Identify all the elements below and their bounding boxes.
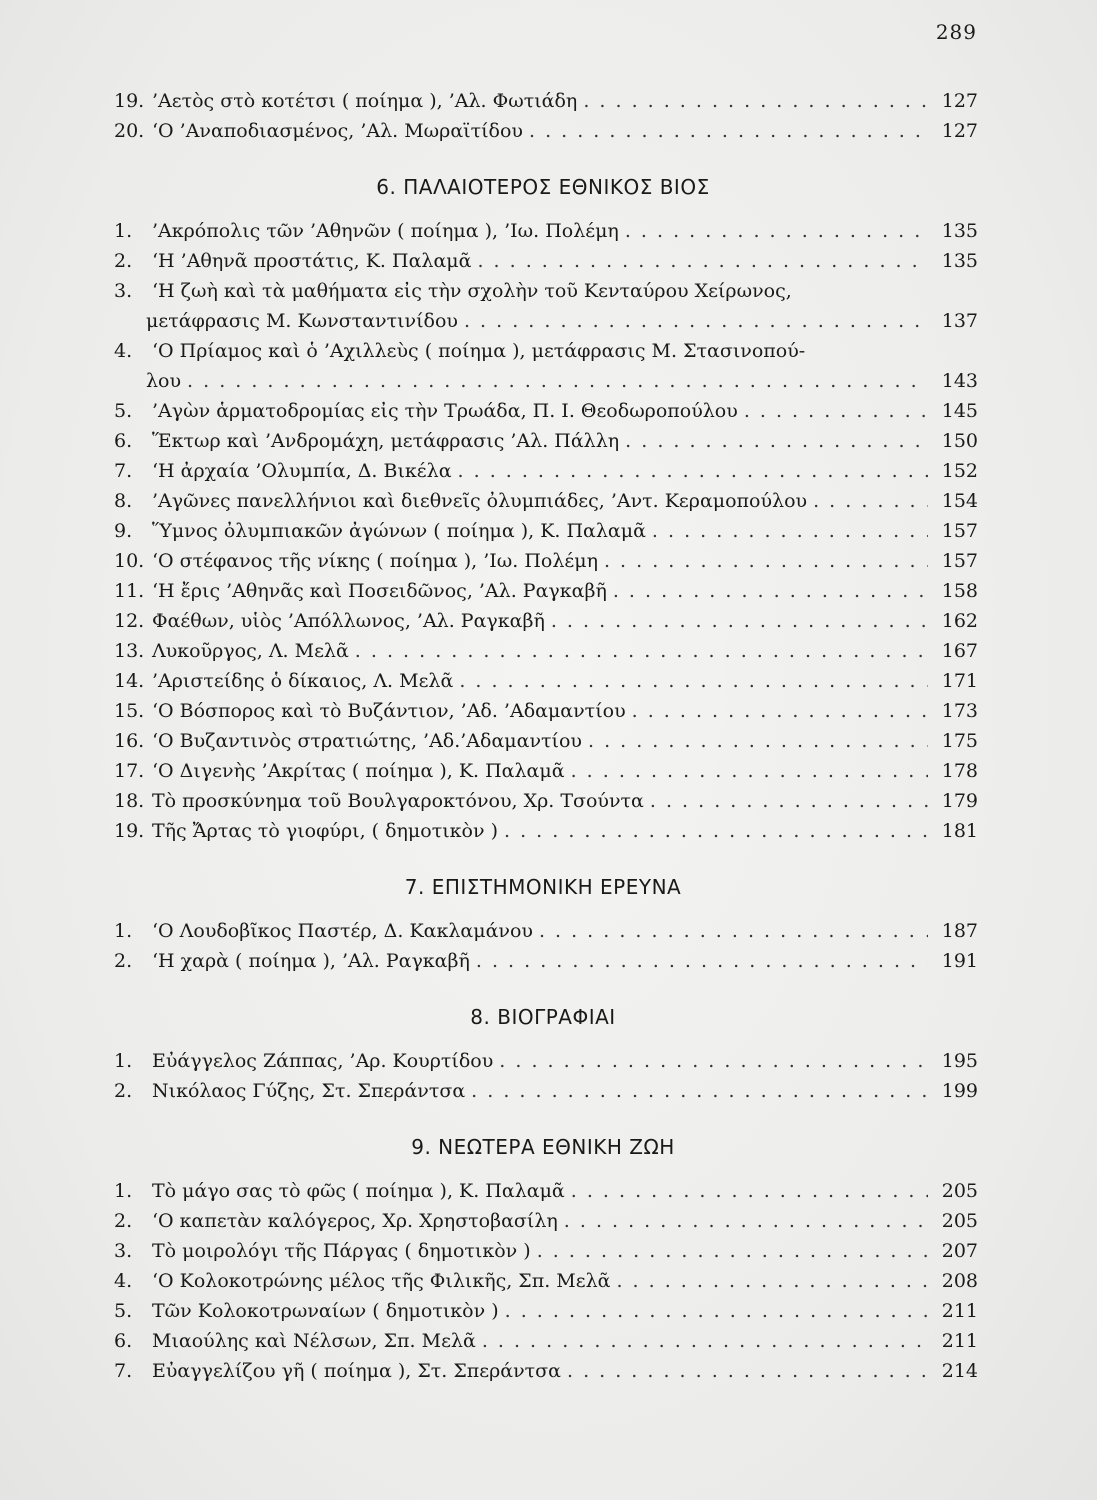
leader-dots bbox=[571, 756, 928, 786]
leader-dots bbox=[458, 456, 928, 486]
leader-dots bbox=[564, 1206, 928, 1236]
leader-dots bbox=[604, 546, 928, 576]
entry-number: 17. bbox=[114, 760, 145, 782]
entry-title: ‘Ο Βόσπορος καὶ τὸ Βυζάντιον, ’Αδ. ’Αδαμαντίου bbox=[152, 700, 626, 722]
table-of-contents bbox=[108, 86, 978, 1386]
leader-dots bbox=[583, 86, 928, 116]
entry-page: 195 bbox=[941, 1050, 978, 1072]
section-heading: 7. ΕΠΙΣΤΗΜΟΝΙΚΗ ΕΡΕΥΝΑ bbox=[404, 875, 682, 899]
entry-title: Τὸ μάγο σας τὸ φῶς ( ποίημα ), Κ. Παλαμᾶ bbox=[152, 1180, 565, 1202]
entry-title: ‘Η χαρὰ ( ποίημα ), ’Αλ. Ραγκαβῆ bbox=[152, 950, 470, 972]
entry-title: Τὸ μοιρολόγι τῆς Πάργας ( δημοτικὸν ) bbox=[152, 1240, 531, 1262]
page-number: 289 bbox=[935, 20, 977, 44]
entry-title: Εὐάγγελος Ζάππας, ’Αρ. Κουρτίδου bbox=[152, 1050, 494, 1072]
entry-number: 7. bbox=[114, 1360, 133, 1382]
entry-title-continued: λου bbox=[146, 370, 182, 392]
entry-number: 1. bbox=[114, 1180, 133, 1202]
entry-number: 4. bbox=[114, 1270, 133, 1292]
entry-page: 181 bbox=[941, 820, 978, 842]
entry-title: ‘Ο Κολοκοτρώνης μέλος τῆς Φιλικῆς, Σπ. Μελᾶ bbox=[152, 1270, 611, 1292]
leader-dots bbox=[632, 696, 928, 726]
entry-title: Ὕμνος ὀλυμπιακῶν ἀγώνων ( ποίημα ), Κ. Παλαμᾶ bbox=[152, 520, 646, 542]
leader-dots bbox=[539, 916, 928, 946]
entry-number: 1. bbox=[114, 220, 133, 242]
leader-dots bbox=[567, 1356, 928, 1386]
entry-number: 2. bbox=[114, 1210, 133, 1232]
entry-title: Εὐαγγελίζου γῆ ( ποίημα ), Στ. Σπεράντσα bbox=[152, 1360, 561, 1382]
entry-number: 6. bbox=[114, 1330, 133, 1352]
toc-entry bbox=[108, 946, 978, 976]
entry-number: 19. bbox=[114, 90, 145, 112]
entry-number: 2. bbox=[114, 950, 133, 972]
entry-title: ‘Ο στέφανος τῆς νίκης ( ποίημα ), ’Ιω. Πολέμη bbox=[152, 550, 598, 572]
entry-number: 6. bbox=[114, 430, 133, 452]
entry-number: 15. bbox=[114, 700, 145, 722]
toc-entry bbox=[108, 1236, 978, 1266]
entry-number: 19. bbox=[114, 820, 145, 842]
leader-dots bbox=[476, 946, 928, 976]
entry-number: 5. bbox=[114, 1300, 133, 1322]
entry-page: 127 bbox=[941, 90, 978, 112]
leader-dots bbox=[464, 306, 928, 336]
entry-page: 214 bbox=[941, 1360, 978, 1382]
toc-entry bbox=[108, 336, 978, 396]
leader-dots bbox=[355, 636, 928, 666]
entry-number: 18. bbox=[114, 790, 145, 812]
toc-entry bbox=[108, 426, 978, 456]
leader-dots bbox=[505, 1296, 928, 1326]
entry-page: 154 bbox=[941, 490, 978, 512]
toc-entry bbox=[108, 516, 978, 546]
entry-page: 135 bbox=[941, 250, 978, 272]
entry-page: 152 bbox=[941, 460, 978, 482]
leader-dots bbox=[625, 216, 928, 246]
leader-dots bbox=[499, 1046, 928, 1076]
leader-dots bbox=[571, 1176, 928, 1206]
entry-title: ’Αγὼν ἁρματοδρομίας εἰς τὴν Τρωάδα, Π. Ι. Θεοδωροπούλου bbox=[152, 400, 738, 422]
leader-dots bbox=[650, 786, 928, 816]
leader-dots bbox=[482, 1326, 928, 1356]
entry-number: 1. bbox=[114, 1050, 133, 1072]
leader-dots bbox=[551, 606, 928, 636]
leader-dots bbox=[625, 426, 928, 456]
leader-dots bbox=[187, 366, 928, 396]
toc-entry bbox=[108, 696, 978, 726]
entry-title: ‘Η ’Αθηνᾶ προστάτις, Κ. Παλαμᾶ bbox=[152, 250, 472, 272]
entry-title: ‘Ο Διγενὴς ’Ακρίτας ( ποίημα ), Κ. Παλαμᾶ bbox=[152, 760, 565, 782]
entry-number: 13. bbox=[114, 640, 145, 662]
entry-number: 3. bbox=[114, 1240, 133, 1262]
toc-entry bbox=[108, 1356, 978, 1386]
entry-page: 173 bbox=[941, 700, 978, 722]
entry-page: 157 bbox=[941, 550, 978, 572]
entry-page: 208 bbox=[941, 1270, 978, 1292]
entry-number: 2. bbox=[114, 250, 133, 272]
toc-entry bbox=[108, 726, 978, 756]
entry-number: 9. bbox=[114, 520, 133, 542]
entry-title: Λυκοῦργος, Λ. Μελᾶ bbox=[152, 640, 349, 662]
toc-entry bbox=[108, 1176, 978, 1206]
toc-entry bbox=[108, 1296, 978, 1326]
entry-page: 205 bbox=[941, 1180, 978, 1202]
toc-entry bbox=[108, 1266, 978, 1296]
entry-page: 137 bbox=[941, 310, 978, 332]
leader-dots bbox=[529, 116, 928, 146]
entry-number: 7. bbox=[114, 460, 133, 482]
toc-entry bbox=[108, 216, 978, 246]
toc-entry bbox=[108, 1326, 978, 1356]
leader-dots bbox=[477, 246, 928, 276]
entry-title: ‘Η ζωὴ καὶ τὰ μαθήματα εἰς τὴν σχολὴν τοῦ Κενταύρου Χείρωνος, bbox=[152, 280, 792, 302]
toc-entry bbox=[108, 1076, 978, 1106]
entry-number: 16. bbox=[114, 730, 145, 752]
entry-number: 8. bbox=[114, 490, 133, 512]
entry-number: 14. bbox=[114, 670, 145, 692]
entry-number: 2. bbox=[114, 1080, 133, 1102]
entry-page: 158 bbox=[941, 580, 978, 602]
toc-entry bbox=[108, 546, 978, 576]
entry-title: Νικόλαος Γύζης, Στ. Σπεράντσα bbox=[152, 1080, 466, 1102]
entry-page: 211 bbox=[941, 1330, 978, 1352]
section-heading: 9. ΝΕΩΤΕΡΑ ΕΘΝΙΚΗ ΖΩΗ bbox=[411, 1135, 675, 1159]
entry-title: Ἕκτωρ καὶ ’Ανδρομάχη, μετάφρασις ’Αλ. Πάλλη bbox=[152, 430, 620, 452]
toc-entry bbox=[108, 1206, 978, 1236]
entry-number: 3. bbox=[114, 280, 133, 302]
toc-entry bbox=[108, 756, 978, 786]
entry-page: 178 bbox=[941, 760, 978, 782]
entry-page: 171 bbox=[941, 670, 978, 692]
entry-title: ’Ακρόπολις τῶν ’Αθηνῶν ( ποίημα ), ’Ιω. Πολέμη bbox=[152, 220, 619, 242]
entry-title: ‘Ο καπετὰν καλόγερος, Χρ. Χρηστοβασίλη bbox=[152, 1210, 558, 1232]
entry-page: 135 bbox=[941, 220, 978, 242]
toc-entry bbox=[108, 456, 978, 486]
entry-title-continued: μετάφρασις Μ. Κωνσταντινίδου bbox=[146, 310, 458, 332]
entry-page: 145 bbox=[941, 400, 978, 422]
entry-number: 10. bbox=[114, 550, 145, 572]
entry-number: 1. bbox=[114, 920, 133, 942]
entry-title: ‘Ο Πρίαμος καὶ ὁ ’Αχιλλεὺς ( ποίημα ), μετάφρασις Μ. Στασινοπού- bbox=[152, 340, 806, 362]
entry-title: ’Αριστείδης ὁ δίκαιος, Λ. Μελᾶ bbox=[152, 670, 454, 692]
entry-page: 179 bbox=[941, 790, 978, 812]
section-heading: 6. ΠΑΛΑΙΟΤΕΡΟΣ ΕΘΝΙΚΟΣ ΒΙΟΣ bbox=[376, 175, 710, 199]
entry-page: 187 bbox=[941, 920, 978, 942]
entry-page: 143 bbox=[941, 370, 978, 392]
entry-page: 157 bbox=[941, 520, 978, 542]
toc-entry bbox=[108, 1046, 978, 1076]
leader-dots bbox=[459, 666, 928, 696]
entry-number: 12. bbox=[114, 610, 145, 632]
entry-page: 191 bbox=[941, 950, 978, 972]
entry-title: ’Αετὸς στὸ κοτέτσι ( ποίημα ), ’Αλ. Φωτιάδη bbox=[152, 90, 578, 112]
entry-page: 211 bbox=[941, 1300, 978, 1322]
toc-entry bbox=[108, 396, 978, 426]
entry-title: ‘Ο Λουδοβῖκος Παστέρ, Δ. Κακλαμάνου bbox=[152, 920, 533, 942]
toc-entry bbox=[108, 116, 978, 146]
entry-title: Τῆς Ἄρτας τὸ γιοφύρι, ( δημοτικὸν ) bbox=[152, 820, 498, 842]
section-heading: 8. ΒΙΟΓΡΑΦΙΑΙ bbox=[470, 1005, 616, 1029]
entry-title: Φαέθων, υἱὸς ’Απόλλωνος, ’Αλ. Ραγκαβῆ bbox=[152, 610, 545, 632]
entry-number: 11. bbox=[114, 580, 145, 602]
toc-entry bbox=[108, 606, 978, 636]
leader-dots bbox=[744, 396, 928, 426]
toc-entry bbox=[108, 576, 978, 606]
entry-number: 20. bbox=[114, 120, 145, 142]
entry-title: ‘Η ἀρχαία ’Ολυμπία, Δ. Βικέλα bbox=[152, 460, 452, 482]
leader-dots bbox=[471, 1076, 928, 1106]
entry-number: 5. bbox=[114, 400, 133, 422]
leader-dots bbox=[616, 1266, 928, 1296]
toc-entry bbox=[108, 916, 978, 946]
entry-page: 150 bbox=[941, 430, 978, 452]
leader-dots bbox=[613, 576, 928, 606]
toc-entry bbox=[108, 486, 978, 516]
entry-page: 162 bbox=[941, 610, 978, 632]
toc-entry bbox=[108, 636, 978, 666]
entry-title: Μιαούλης καὶ Νέλσων, Σπ. Μελᾶ bbox=[152, 1330, 476, 1352]
entry-title: ‘Ο ’Αναποδιασμένος, ’Αλ. Μωραϊτίδου bbox=[152, 120, 523, 142]
entry-title: ’Αγῶνες πανελλήνιοι καὶ διεθνεῖς ὀλυμπιάδες, ’Αντ. Κεραμοπούλου bbox=[152, 490, 808, 512]
entry-title: ‘Η ἔρις ’Αθηνᾶς καὶ Ποσειδῶνος, ’Αλ. Ραγκαβῆ bbox=[152, 580, 607, 602]
entry-title: ‘Ο Βυζαντινὸς στρατιώτης, ’Αδ.’Αδαμαντίου bbox=[152, 730, 582, 752]
leader-dots bbox=[652, 516, 928, 546]
entry-title: Τῶν Κολοκοτρωναίων ( δημοτικὸν ) bbox=[152, 1300, 499, 1322]
entry-page: 175 bbox=[941, 730, 978, 752]
entry-title: Τὸ προσκύνημα τοῦ Βουλγαροκτόνου, Χρ. Τσούντα bbox=[152, 790, 644, 812]
leader-dots bbox=[537, 1236, 928, 1266]
leader-dots bbox=[588, 726, 928, 756]
toc-entry bbox=[108, 666, 978, 696]
toc-entry bbox=[108, 276, 978, 336]
entry-page: 167 bbox=[941, 640, 978, 662]
toc-entry bbox=[108, 786, 978, 816]
toc-entry bbox=[108, 816, 978, 846]
entry-page: 199 bbox=[941, 1080, 978, 1102]
entry-page: 207 bbox=[941, 1240, 978, 1262]
entry-page: 127 bbox=[941, 120, 978, 142]
leader-dots bbox=[813, 486, 928, 516]
toc-entry bbox=[108, 246, 978, 276]
entry-number: 4. bbox=[114, 340, 133, 362]
toc-entry bbox=[108, 86, 978, 116]
leader-dots bbox=[504, 816, 928, 846]
entry-page: 205 bbox=[941, 1210, 978, 1232]
